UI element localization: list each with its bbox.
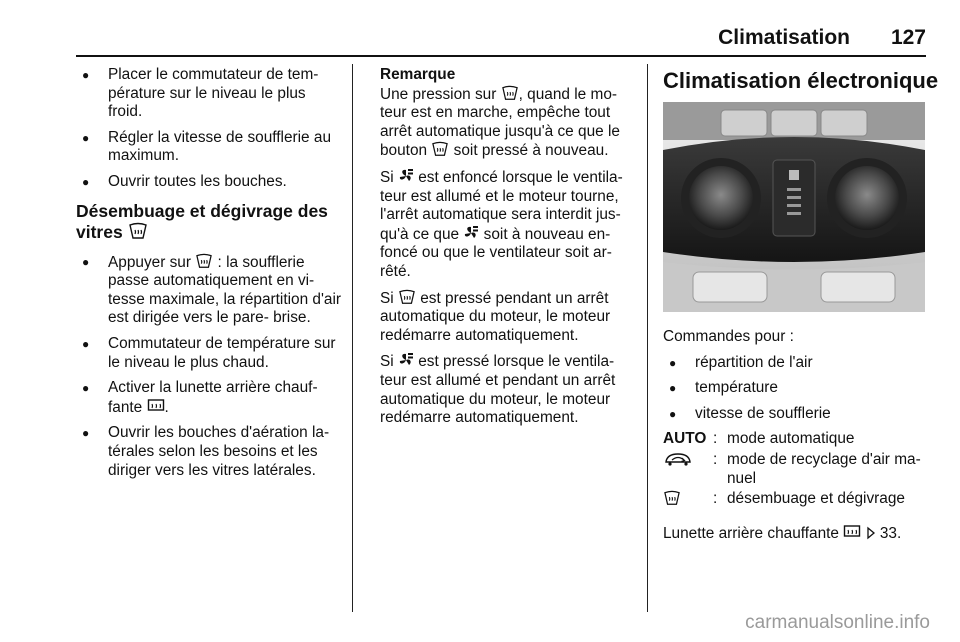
definition-list (663, 430, 931, 509)
column-left (76, 66, 344, 487)
paragraph-text: est pressé pendant un arrêt automatique du moteur, le moteur redémarre automatiquement. (380, 289, 611, 344)
definition-separator: : (713, 490, 718, 508)
commands-intro: Commandes pour : (663, 328, 794, 345)
paragraph-text: Une pression sur (380, 85, 497, 103)
page-reference-link[interactable]: 33. (879, 524, 902, 542)
bullet-list (663, 354, 931, 424)
windshield-defrost-icon (663, 490, 681, 506)
fan-icon (398, 168, 414, 184)
remark-paragraph (380, 168, 636, 282)
rear-window-heating-icon (147, 398, 165, 414)
list-item (76, 253, 344, 328)
running-header-title: Climatisation (718, 26, 850, 49)
list-item: ● température (663, 379, 931, 398)
cross-reference-text: Lunette arrière chauffante (663, 524, 839, 542)
fan-icon (398, 352, 414, 368)
remark-paragraph (380, 289, 636, 346)
column-divider (352, 64, 353, 612)
list-item-text: Activer la lunette arrière chauf- fante (108, 379, 318, 416)
list-item: ● Ouvrir les bouches d'aération la- térales selon les besoins et les diriger vers les vitres latérales. (76, 424, 344, 480)
section-heading: Climatisation électronique (663, 68, 939, 93)
list-item-text: : la soufflerie passe automatiquement en vi- tesse maximale, la répartition d'air est dirigée vers le pare- brise. (108, 253, 342, 327)
section-heading (76, 201, 344, 243)
page-reference-icon[interactable] (866, 526, 876, 540)
paragraph-text: Si (380, 168, 394, 186)
recirculation-icon (663, 452, 693, 466)
paragraph-text: , quand le mo- teur est en marche, empêche tout arrêt automatique jusqu'à ce que le bouton (380, 85, 620, 160)
paragraph-text: soit pressé à nouveau. (453, 142, 609, 160)
list-item: ● Régler la vitesse de soufflerie au maximum. (76, 129, 344, 166)
remark-title: Remarque (380, 66, 456, 83)
section-heading-line1: Désembuage et dégivrage des (76, 200, 328, 221)
windshield-defrost-icon (398, 289, 416, 305)
windshield-defrost-icon (195, 253, 213, 269)
column-right (663, 66, 939, 550)
bullet-list (76, 66, 344, 192)
windshield-defrost-icon (431, 141, 449, 157)
list-item (76, 379, 344, 417)
definition-key: AUTO (663, 430, 707, 448)
paragraph-text: soit à nouveau en- foncé ou que le ventilateur soit ar- rêté. (380, 225, 612, 280)
definition-separator: : (713, 450, 718, 468)
rear-window-heating-icon (843, 524, 861, 540)
remark-paragraph (380, 85, 636, 161)
paragraph-text: est pressé lorsque le ventila- teur est allumé et pendant un arrêt automatique du moteur, le moteur redémarre automatiquement. (380, 353, 616, 427)
paragraph-text: Si (380, 353, 394, 371)
watermark: carmanualsonline.info (745, 612, 930, 633)
header-rule (76, 55, 926, 57)
fan-icon (463, 225, 479, 241)
definition-separator: : (713, 430, 718, 448)
remark-paragraph (380, 352, 636, 427)
section-heading-line2: vitres (76, 221, 123, 242)
page-number: 127 (890, 26, 926, 49)
definition-value: mode automatique (727, 430, 855, 448)
bullet-list (76, 253, 344, 481)
definition-value: désembuage et dégivrage (727, 490, 905, 508)
definition-key (663, 451, 713, 488)
climate-control-panel-photo (663, 102, 925, 312)
list-item: ● Commutateur de température sur le niveau le plus chaud. (76, 335, 344, 372)
column-middle (380, 66, 636, 435)
list-item-text: . (164, 398, 169, 416)
windshield-defrost-icon (128, 222, 148, 240)
climate-panel-illustration (663, 102, 925, 312)
definition-key (663, 490, 713, 510)
list-item: ● Ouvrir toutes les bouches. (76, 173, 344, 192)
cross-reference (663, 524, 931, 544)
column-divider (647, 64, 648, 612)
list-item-text: Appuyer sur (108, 253, 191, 271)
definition-value: mode de recyclage d'air ma- nuel (727, 450, 921, 487)
list-item: ● vitesse de soufflerie (663, 405, 931, 424)
list-item: ● Placer le commutateur de tem- pérature sur le niveau le plus froid. (76, 66, 344, 122)
paragraph-text: est enfoncé lorsque le ventila- teur est allumé et le moteur tourne, l'arrêt automatique sera interdit jus- qu'à ce que (380, 168, 623, 243)
list-item: ● répartition de l'air (663, 354, 931, 373)
paragraph-text: Si (380, 289, 394, 307)
windshield-defrost-icon (501, 85, 519, 101)
